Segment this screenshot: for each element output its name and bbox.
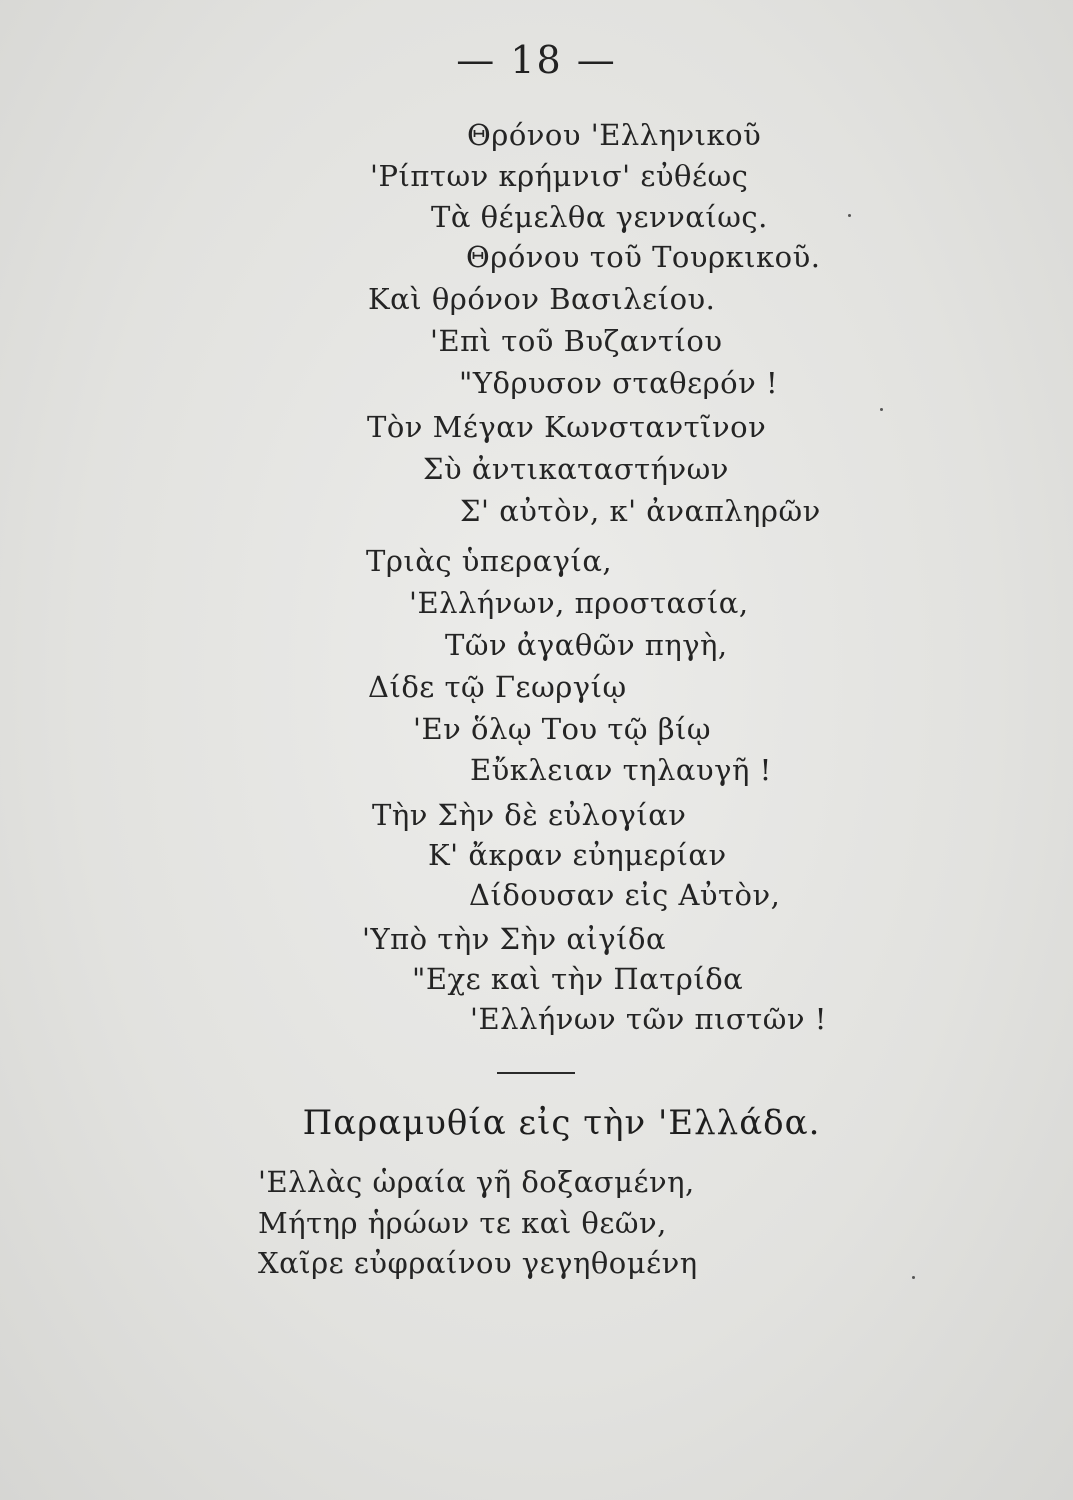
paper-speck: [912, 1276, 915, 1279]
poem-line: 'Ελλὰς ὡραία γῆ δοξασμένη,: [258, 1165, 695, 1199]
poem-line: Καὶ θρόνον Βασιλείου.: [368, 282, 716, 316]
poem-line: Τὰ θέμελθα γενναίως.: [431, 200, 768, 234]
poem-line: Τῶν ἀγαθῶν πηγὴ,: [445, 628, 728, 662]
poem-line: "Εχε καὶ τὴν Πατρίδα: [412, 962, 744, 996]
paper-speck: [880, 408, 883, 411]
poem-line: "Υδρυσον σταθερόν !: [459, 366, 779, 400]
poem-line: Σ' αὐτὸν, κ' ἀναπληρῶν: [460, 494, 821, 528]
poem-line: Κ' ἄκραν εὐημερίαν: [428, 838, 727, 872]
poem-line: Δίδε τῷ Γεωργίῳ: [368, 670, 627, 704]
poem-line: Τὸν Μέγαν Κωνσταντῖνον: [367, 410, 767, 444]
paper-speck: [848, 214, 851, 217]
section-divider: [497, 1072, 575, 1074]
poem-line: Τριὰς ὑπεραγία,: [366, 544, 613, 578]
poem-line: Θρόνου τοῦ Τουρκικοῦ.: [466, 240, 821, 274]
poem-line: 'Ελλήνων, προστασία,: [409, 586, 749, 620]
poem-line: Μήτηρ ἡρώων τε καὶ θεῶν,: [258, 1206, 667, 1240]
section-title: Παραμυθία εἰς τὴν 'Ελλάδα.: [302, 1103, 821, 1143]
poem-line: 'Ρίπτων κρήμνισ' εὐθέως: [370, 159, 749, 193]
page-number: — 18 —: [456, 38, 617, 82]
poem-line: 'Εν ὅλῳ Του τῷ βίῳ: [413, 712, 712, 746]
poem-line: Θρόνου 'Ελληνικοῦ: [467, 118, 762, 152]
poem-line: Τὴν Σὴν δὲ εὐλογίαν: [372, 798, 687, 832]
poem-line: Εὔκλειαν τηλαυγῆ !: [470, 753, 772, 787]
poem-line: 'Υπὸ τὴν Σὴν αἰγίδα: [362, 922, 667, 956]
poem-line: 'Επὶ τοῦ Βυζαντίου: [430, 324, 723, 358]
poem-line: Σὺ ἀντικαταστήνων: [423, 452, 729, 486]
poem-line: Δίδουσαν εἰς Αὐτὸν,: [469, 878, 781, 912]
poem-line: Χαῖρε εὐφραίνου γεγηθομένη: [258, 1246, 698, 1280]
poem-line: 'Ελλήνων τῶν πιστῶν !: [470, 1002, 827, 1036]
